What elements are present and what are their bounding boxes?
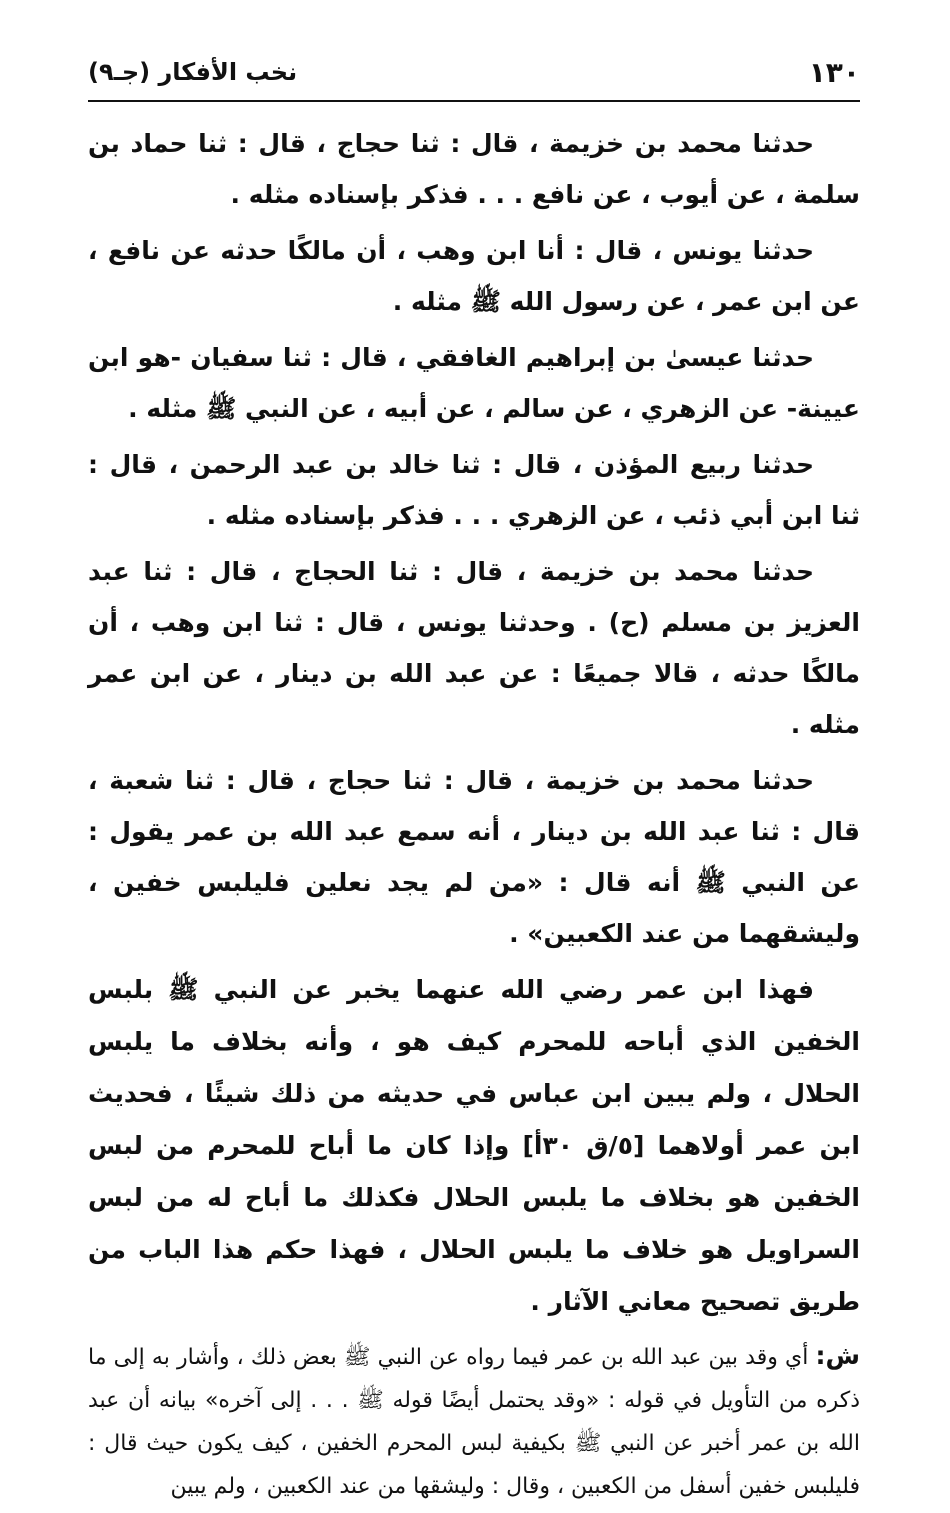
- page-header: [88, 52, 860, 102]
- hadith-paragraph: حدثنا ربيع المؤذن ، قال : ثنا خالد بن عبد الرحمن ، قال : ثنا ابن أبي ذئب ، عن الزهري . . . فذكر بإسناده مثله .: [88, 450, 860, 530]
- hadith-paragraph: حدثنا محمد بن خزيمة ، قال : ثنا حجاج ، قال : ثنا شعبة ، قال : ثنا عبد الله بن دينار ، أنه سمع عبد الله بن عمر يقول : عن النبي ﷺ أنه قال : «من لم يجد نعلين فليلبس خفين ، وليشقهما من عند الكعبين» .: [88, 766, 860, 948]
- author-commentary: فهذا ابن عمر رضي الله عنهما يخبر عن النبي ﷺ بلبس الخفين الذي أباحه للمحرم كيف هو ، وأنه بخلاف ما يلبس الحلال ، ولم يبين ابن عباس في حديثه من ذلك شيئًا ، فحديث ابن عمر أولاهما [٥/ق ٣٠أ] وإذا كان ما أباح للمحرم من لبس الخفين هو بخلاف ما يلبس الحلال فكذلك ما أباح له من لبس السراويل هو خلاف ما يلبس الحلال ، فهذا حكم هذا الباب من طريق تصحيح معاني الآثار .: [88, 975, 860, 1316]
- sharh-paragraph: [88, 1334, 860, 1508]
- sharh-text: أي وقد بين عبد الله بن عمر فيما رواه عن النبي ﷺ بعض ذلك ، وأشار به إلى ما ذكره من التأويل في قوله : «وقد يحتمل أيضًا قوله ﷺ . . . إلى آخره» بيانه أن عبد الله بن عمر أخبر عن النبي ﷺ بكيفية لبس المحرم الخفين ، كيف يكون حيث قال : فليلبس خفين أسفل من الكعبين ، وقال : وليشقها من عند الكعبين ، ولم يبين: [88, 1345, 860, 1499]
- sharh-marker: ش:: [815, 1341, 860, 1370]
- page-number: ١٣٠: [808, 56, 860, 89]
- hadith-paragraph: حدثنا يونس ، قال : أنا ابن وهب ، أن مالكًا حدثه عن نافع ، عن ابن عمر ، عن رسول الله ﷺ مثله .: [88, 236, 860, 316]
- hadith-paragraph: حدثنا محمد بن خزيمة ، قال : ثنا الحجاج ، قال : ثنا عبد العزيز بن مسلم (ح) . وحدثنا يونس ، قال : ثنا ابن وهب ، أن مالكًا حدثه ، قالا جميعًا : عن عبد الله بن دينار ، عن ابن عمر مثله .: [88, 557, 860, 739]
- hadith-paragraph: حدثنا محمد بن خزيمة ، قال : ثنا حجاج ، قال : ثنا حماد بن سلمة ، عن أيوب ، عن نافع . . . فذكر بإسناده مثله .: [88, 129, 860, 209]
- book-title: نخب الأفكار (جـ٩): [88, 58, 298, 86]
- page-body: [88, 118, 860, 1513]
- hadith-paragraph: حدثنا عيسىٰ بن إبراهيم الغافقي ، قال : ثنا سفيان -هو ابن عيينة- عن الزهري ، عن سالم ، عن أبيه ، عن النبي ﷺ مثله .: [88, 343, 860, 423]
